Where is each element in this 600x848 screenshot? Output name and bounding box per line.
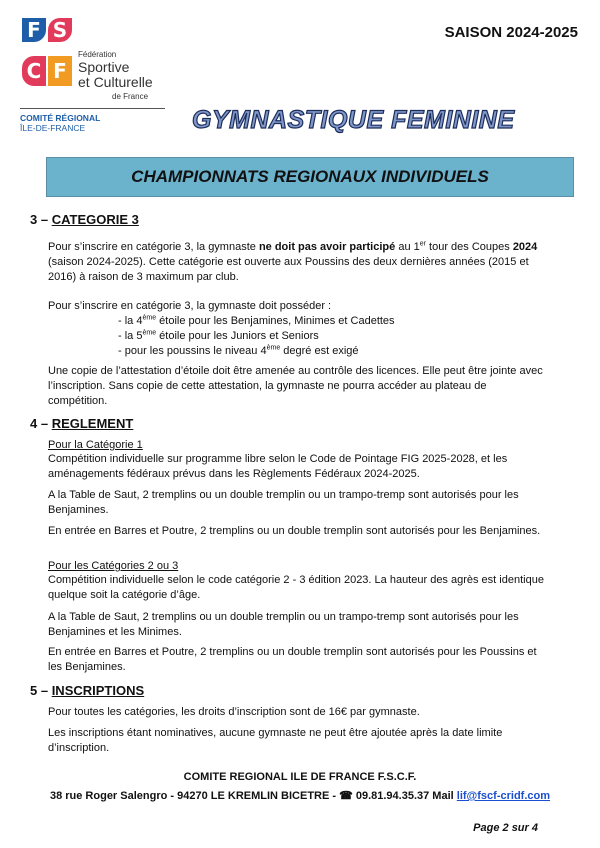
page-number: Page 2 sur 4 [473, 822, 538, 834]
cat3-p1-sup: er [419, 240, 426, 248]
section-4-title: REGLEMENT [51, 416, 134, 431]
telephone-icon: ☎ [339, 790, 353, 802]
reglement-sub1-saut: A la Table de Saut, 2 tremplins ou un double tremplin ou un trampo-tremp sont autorisés pour les Benjamines. [48, 489, 519, 516]
logo-comite: COMITÉ RÉGIONAL [20, 113, 101, 123]
discipline-title: GYMNASTIQUE FEMININE [192, 106, 515, 134]
cat3-list-item-2 [118, 329, 538, 344]
banner-text: CHAMPIONNATS REGIONAUX INDIVIDUELS [131, 167, 489, 186]
season-label: SAISON 2024-2025 [444, 24, 578, 41]
logo-region: ÎLE-DE-FRANCE [20, 123, 86, 133]
inscriptions-paragraph-2: Les inscriptions étant nominatives, aucune gymnaste ne peut être ajoutée après la date limite d’inscription. [48, 727, 503, 754]
section-3-heading [30, 212, 139, 227]
cat3-paragraph-2: Pour s’inscrire en catégorie 3, la gymnaste doit posséder : [48, 300, 332, 312]
section-5-heading [30, 683, 144, 698]
cat3-list-item-3 [118, 344, 538, 359]
section-3-number: 3 – [30, 212, 52, 227]
cat3-paragraph-1 [48, 240, 548, 285]
cat3-p1-f: (saison 2024-2025). Cette catégorie est ouverte aux Poussins des deux dernières années (2015 et 2016) à raison de 3 maximum par club. [48, 256, 529, 283]
footer-phone: 09.81.94.35.37 Mail [352, 790, 457, 802]
li3-b: degré est exigé [280, 345, 359, 357]
logo-sportive: Sportive [78, 59, 130, 75]
reglement-sub2-text: Compétition individuelle selon le code catégorie 2 - 3 édition 2023. La hauteur des agrès est identique quelque soit la catégorie d’âge. [48, 574, 544, 601]
section-4-number: 4 – [30, 416, 52, 431]
logo-federation: Fédération [78, 50, 117, 59]
li3-sup: ème [266, 344, 281, 352]
logo-divider [20, 108, 165, 109]
li1-sup: ème [142, 314, 157, 322]
reglement-sub2-title: Pour les Catégories 2 ou 3 [48, 560, 179, 572]
inscriptions-paragraph-1: Pour toutes les catégories, les droits d’inscription sont de 16€ par gymnaste. [48, 706, 420, 718]
logo-letter-s: S [48, 18, 72, 42]
reglement-sub1-text: Compétition individuelle sur programme libre selon le Code de Pointage FIG 2025-2028, et les aménagements fédéraux prévus dans les Règlements Fédéraux 2024-2025. [48, 453, 508, 480]
logo-letter-f: F [22, 18, 46, 42]
reglement-sub1-title: Pour la Catégorie 1 [48, 439, 143, 451]
reglement-sub2-saut: A la Table de Saut, 2 tremplins ou un double tremplin ou un trampo-tremp sont autorisés pour les Benjamines et les Minimes. [48, 611, 519, 638]
fscf-logo [20, 16, 170, 133]
cat3-p1-a: Pour s’inscrire en catégorie 3, la gymnaste [48, 241, 259, 253]
cat3-list-item-1 [118, 314, 538, 329]
reglement-sub2-barres: En entrée en Barres et Poutre, 2 tremplins ou un double tremplin sont autorisés pour les Poussins et les Benjamines. [48, 646, 537, 673]
section-3-title: CATEGORIE 3 [51, 212, 139, 227]
li3-a: - pour les poussins le niveau 4 [118, 345, 267, 357]
section-5-title: INSCRIPTIONS [51, 683, 145, 698]
footer-mail-link[interactable]: lif@fscf-cridf.com [456, 790, 551, 802]
title-banner [46, 157, 574, 197]
cat3-paragraph-3: Une copie de l’attestation d’étoile doit être amenée au contrôle des licences. Elle peut être jointe avec l’inscription. Sans copie de cette attestation, la gymnaste ne pourra accéder au plateau de compétition. [48, 365, 543, 407]
reglement-sub1-barres: En entrée en Barres et Poutre, 2 tremplins ou un double tremplin sont autorisés pour les Benjamines. [48, 525, 541, 537]
li2-b: étoile pour les Juniors et Seniors [156, 330, 319, 342]
logo-culturelle: et Culturelle [78, 74, 153, 90]
li1-a: - la 4 [118, 315, 143, 327]
cat3-p1-year: 2024 [512, 241, 538, 253]
section-4-heading [30, 416, 133, 431]
footer-org: COMITE REGIONAL ILE DE FRANCE F.S.C.F. [183, 771, 417, 783]
li2-a: - la 5 [118, 330, 143, 342]
cat3-p1-d: tour des Coupes [425, 241, 513, 253]
cat3-p1-bold: ne doit pas avoir participé [258, 241, 396, 253]
li1-b: étoile pour les Benjamines, Minimes et Cadettes [156, 315, 395, 327]
logo-letter-c: C [22, 56, 46, 86]
li2-sup: ème [142, 329, 157, 337]
cat3-p1-c: au 1 [395, 241, 420, 253]
section-5-number: 5 – [30, 683, 52, 698]
footer-address: 38 rue Roger Salengro - 94270 LE KREMLIN BICETRE - [49, 790, 340, 802]
logo-letter-f2: F [48, 56, 72, 86]
footer-contact [0, 789, 600, 802]
logo-de-france: de France [112, 92, 149, 101]
